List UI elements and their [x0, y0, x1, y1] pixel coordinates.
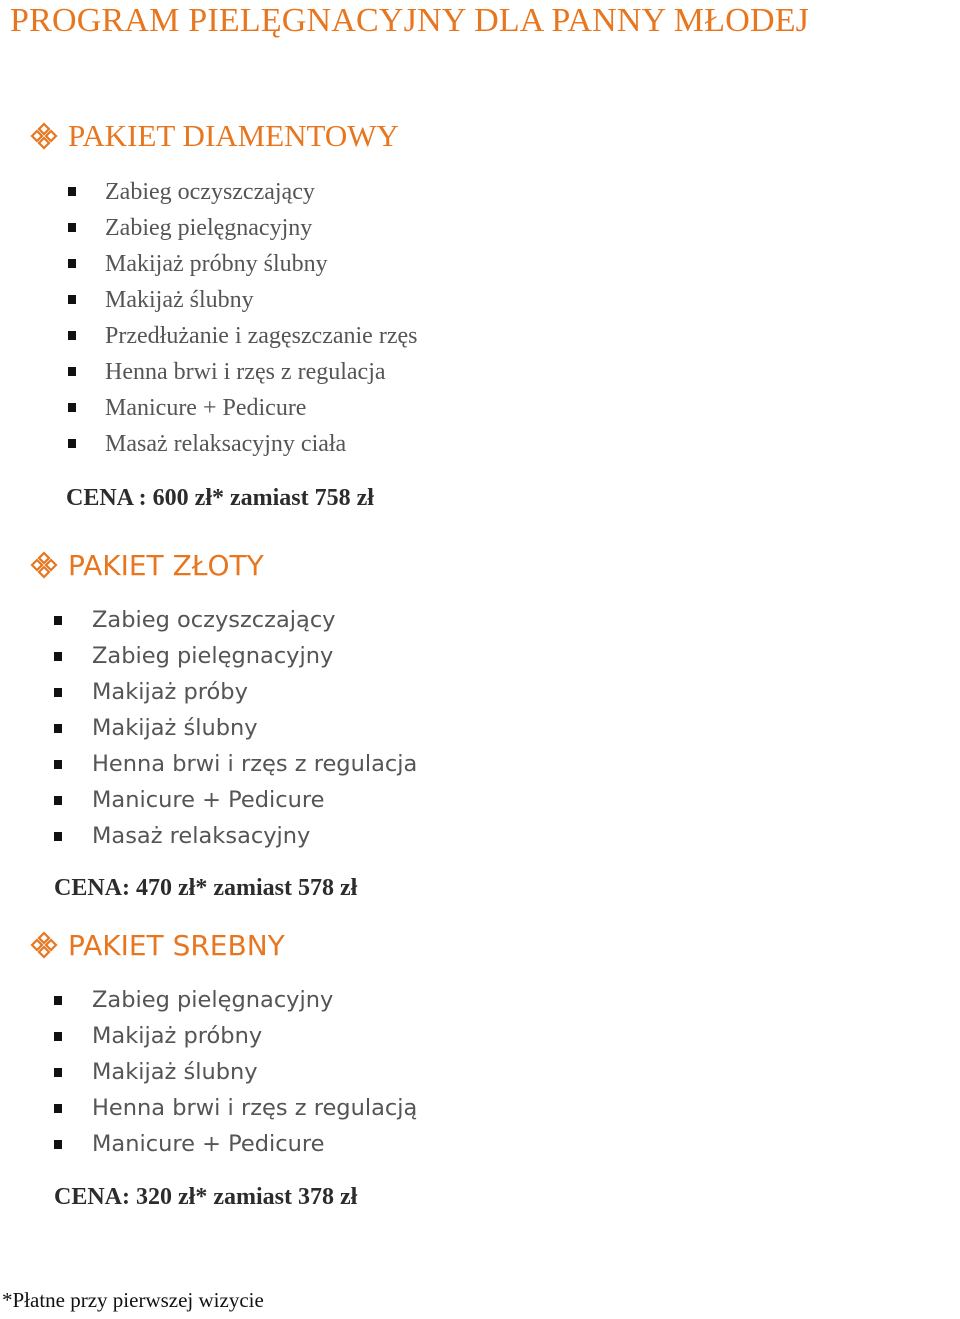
list-item: Przedłużanie i zagęszczanie rzęs [68, 318, 417, 354]
list-item: Manicure + Pedicure [54, 1126, 417, 1162]
list-item: Zabieg oczyszczający [68, 174, 417, 210]
page-title: PROGRAM PIELĘGNACYJNY DLA PANNY MŁODEJ [10, 2, 810, 39]
list-item: Manicure + Pedicure [68, 390, 417, 426]
square-bullet-icon [54, 996, 62, 1005]
square-bullet-icon [54, 1068, 62, 1077]
square-bullet-icon [68, 187, 76, 196]
list-item: Zabieg pielęgnacyjny [54, 638, 417, 674]
square-bullet-icon [54, 1140, 62, 1149]
square-bullet-icon [68, 259, 76, 268]
footnote: *Płatne przy pierwszej wizycie [2, 1288, 264, 1312]
square-bullet-icon [54, 616, 62, 625]
list-item: Henna brwi i rzęs z regulacją [54, 1090, 417, 1126]
list-item: Zabieg pielęgnacyjny [68, 210, 417, 246]
square-bullet-icon [68, 223, 76, 232]
package-header-gold [30, 545, 264, 585]
square-bullet-icon [54, 1032, 62, 1041]
list-item: Makijaż ślubny [68, 282, 417, 318]
list-item: Zabieg pielęgnacyjny [54, 982, 417, 1018]
package-title: PAKIET DIAMENTOWY [68, 118, 399, 153]
package-price: CENA : 600 zł* zamiast 758 zł [66, 485, 374, 511]
square-bullet-icon [54, 652, 62, 661]
square-bullet-icon [68, 295, 76, 304]
square-bullet-icon [54, 832, 62, 841]
package-title: PAKIET SREBNY [68, 928, 285, 962]
list-item: Masaż relaksacyjny ciała [68, 426, 417, 462]
diamond-icon [30, 551, 58, 579]
list-item: Henna brwi i rzęs z regulacja [68, 354, 417, 390]
list-item: Makijaż próby [54, 674, 417, 710]
package-price: CENA: 470 zł* zamiast 578 zł [54, 875, 358, 901]
package-header-silver [30, 925, 285, 965]
list-item: Makijaż ślubny [54, 1054, 417, 1090]
square-bullet-icon [54, 796, 62, 805]
square-bullet-icon [54, 1104, 62, 1113]
list-item: Masaż relaksacyjny [54, 818, 417, 854]
list-item: Makijaż ślubny [54, 710, 417, 746]
square-bullet-icon [54, 760, 62, 769]
package-items-silver [54, 982, 417, 1162]
list-item: Zabieg oczyszczający [54, 602, 417, 638]
square-bullet-icon [54, 724, 62, 733]
list-item: Makijaż próbny [54, 1018, 417, 1054]
diamond-icon [30, 931, 58, 959]
square-bullet-icon [68, 403, 76, 412]
square-bullet-icon [68, 367, 76, 376]
package-title: PAKIET ZŁOTY [68, 548, 264, 582]
square-bullet-icon [68, 439, 76, 448]
package-items-gold [54, 602, 417, 854]
square-bullet-icon [54, 688, 62, 697]
square-bullet-icon [68, 331, 76, 340]
list-item: Manicure + Pedicure [54, 782, 417, 818]
package-price: CENA: 320 zł* zamiast 378 zł [54, 1184, 358, 1210]
package-items-diamond [68, 174, 417, 462]
list-item: Makijaż próbny ślubny [68, 246, 417, 282]
package-header-diamond [30, 116, 399, 156]
diamond-icon [30, 122, 58, 150]
list-item: Henna brwi i rzęs z regulacja [54, 746, 417, 782]
